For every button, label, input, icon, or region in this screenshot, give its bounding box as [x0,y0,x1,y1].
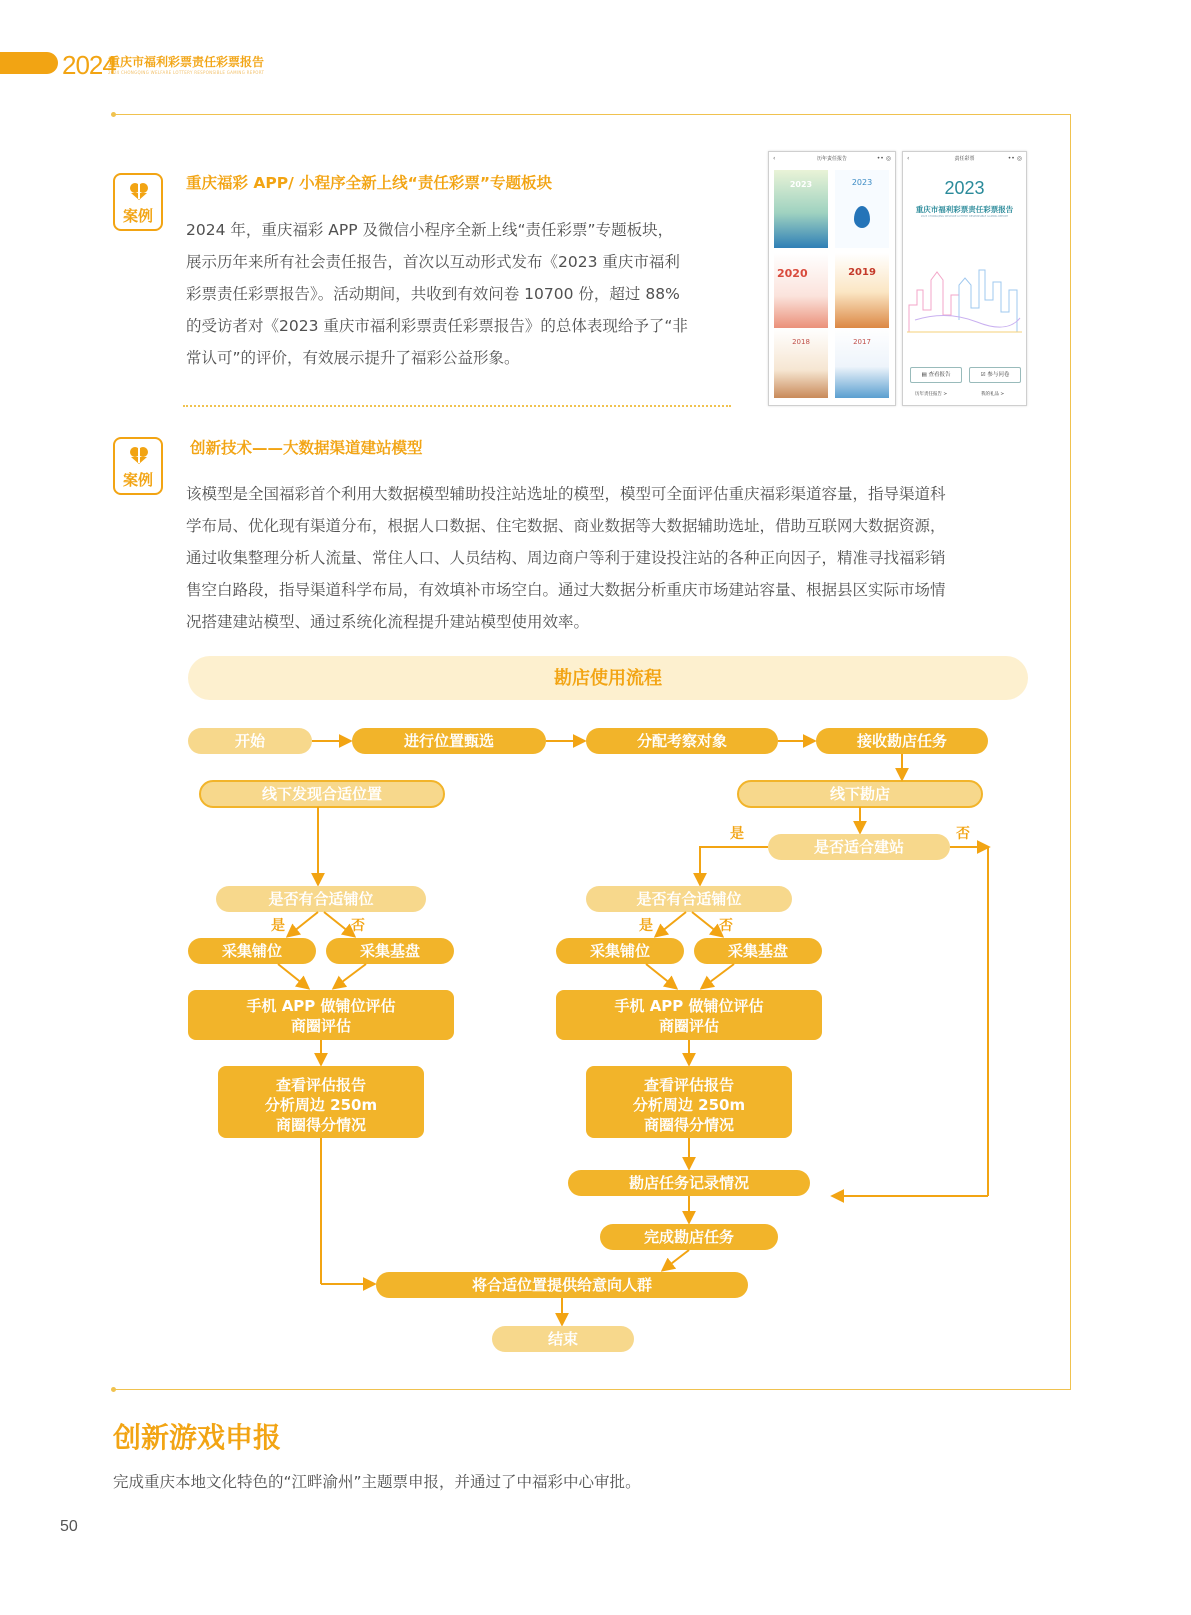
flow-arrow [692,912,722,936]
report-thumb-2019: 2019 [835,253,889,331]
my-gifts-link[interactable]: 我的礼品 > [981,392,1005,397]
header-title: 重庆市福利彩票责任彩票报告 [108,55,265,69]
view-report-button[interactable]: ▤ 查看报告 [910,367,962,383]
flow-label: 采集基盘 [359,942,421,960]
phone1-title: 历年责任报告 [816,156,847,162]
flow-label: 商圈得分情况 [275,1116,367,1134]
case1-line: 的受访者对《2023 重庆市福利彩票责任彩票报告》的总体表现给予了“非 [186,317,688,335]
case1-line: 展示历年来所有社会责任报告，首次以互动形式发布《2023 重庆市福利 [186,253,680,271]
menu-icon: •• ◎ [876,155,891,162]
case2-line: 该模型是全国福彩首个利用大数据模型辅助投注站选址的模型，模型可全面评估重庆福彩渠道容量，指导渠道科 [186,485,946,503]
header-year: 2024 [62,50,116,80]
case-badge-label: 案例 [122,471,153,489]
menu-icon: •• ◎ [1007,155,1022,162]
survey-button[interactable]: ☑ 参与问卷 [969,367,1021,383]
report-thumb-2023b: 2023 [835,170,889,248]
flow-label: 采集铺位 [589,942,651,960]
case2-line: 通过收集整理分析人流量、常住人口、人员结构、周边商户等利于建设投注站的各种正向因子，精准寻找福彩销 [186,549,946,567]
checklist-icon: ☑ [980,372,986,378]
case-frame-bottom [113,1389,1071,1390]
flow-label: 商圈评估 [658,1017,720,1035]
flow-yes-label: 是 [271,918,285,934]
back-icon: ‹ [907,155,910,162]
flow-label: 线下勘店 [829,785,891,803]
flow-label: 完成勘店任务 [643,1228,735,1246]
phone-screenshot-responsible [902,151,1027,406]
case-frame-top [113,114,1071,115]
flow-arrow [700,847,768,884]
welfare-lottery-logo-icon [128,445,150,465]
flow-label: 查看评估报告 [275,1076,367,1094]
flow-label: 进行位置甄选 [403,732,495,750]
report-thumb-2018: 2018 [774,328,828,398]
section-text: 完成重庆本地文化特色的“江畔渝州”主题票申报，并通过了中福彩中心审批。 [113,1473,641,1491]
flow-label: 手机 APP 做铺位评估 [614,997,764,1015]
case-badge [113,437,163,495]
flow-arrow [334,964,366,988]
flow-label: 商圈得分情况 [643,1116,735,1134]
report-thumb-2023a: 2023 [774,170,828,248]
flow-label: 分析周边 250m [264,1096,378,1114]
report-thumb-2020: 2020 [774,253,828,331]
case-frame-right [1070,114,1071,1390]
flow-label: 是否有合适铺位 [636,890,742,908]
flow-label: 结束 [547,1330,579,1348]
city-skyline-illustration [907,260,1022,335]
welfare-lottery-logo-icon [128,181,150,201]
survey-flowchart [188,656,1028,1362]
flow-label: 勘店任务记录情况 [628,1174,750,1192]
flow-arrow [663,1250,689,1270]
back-icon: ‹ [773,155,776,162]
flow-label: 分配考察对象 [636,732,728,750]
case2-line: 售空白路段，指导渠道科学布局，有效填补市场空白。通过大数据分析重庆市场建站容量、根据县区实际市场情 [186,581,946,599]
case1-body [186,214,736,374]
case2-line: 学布局、优化现有渠道分布，根据人口数据、住宅数据、商业数据等大数据辅助选址，借助互联网大数据资源， [186,517,946,535]
case1-line: 2024 年，重庆福彩 APP 及微信小程序全新上线“责任彩票”专题板块， [186,221,674,239]
case1-line: 彩票责任彩票报告》。活动期间，共收到有效问卷 10700 份，超过 88% [186,285,680,303]
flow-arrow [278,964,308,988]
flow-no-label: 否 [719,918,733,934]
flow-arrow [288,912,318,936]
frame-dot [111,112,116,117]
flow-arrow [324,912,354,936]
flow-label: 是否有合适铺位 [268,890,374,908]
header-accent-bar [0,52,58,74]
flow-label: 分析周边 250m [632,1096,746,1114]
phone2-title: 责任彩票 [954,156,975,162]
flow-label: 商圈评估 [290,1017,352,1035]
frame-dot [111,1387,116,1392]
phone2-year: 2023 [944,178,985,198]
case2-title: 创新技术——大数据渠道建站模型 [190,439,423,457]
flow-label: 接收勘店任务 [856,732,948,750]
case-badge [113,173,163,231]
flow-label: 采集铺位 [221,942,283,960]
flow-arrow [656,912,686,936]
case-badge-label: 案例 [122,207,153,225]
document-icon: ▤ [921,372,927,378]
flow-yes-label: 是 [730,826,744,842]
flow-label: 是否适合建站 [813,838,905,856]
flow-label: 手机 APP 做铺位评估 [246,997,396,1015]
header-subtitle: 2024 CHONGQING WELFARE LOTTERY RESPONSIBLE GAMING REPORT [108,70,265,75]
flow-label: 线下发现合适位置 [261,785,383,803]
case2-body [186,478,1036,638]
case2-line: 况搭建建站模型、通过系统化流程提升建站模型使用效率。 [186,613,590,631]
section-title: 创新游戏申报 [113,1421,282,1454]
phone2-report-sub: 2023 CHONGQING WELFARE LOTTERY RESPONSIBLE GAMING REPORT [920,215,1009,218]
flow-no-label: 否 [351,918,365,934]
flow-arrow [646,964,676,988]
flow-label: 查看评估报告 [643,1076,735,1094]
flow-label: 将合适位置提供给意向人群 [471,1276,653,1294]
flow-arrow [702,964,734,988]
flow-yes-label: 是 [639,918,653,934]
page-number: 50 [60,1518,78,1535]
report-thumb-2017: 2017 [835,328,889,398]
flow-no-label: 否 [956,826,970,842]
dotted-separator [183,405,731,407]
phone2-report-title: 重庆市福利彩票责任彩票报告 [915,205,1014,214]
phone-screenshot-history [768,151,896,406]
case1-title: 重庆福彩 APP/ 小程序全新上线“责任彩票”专题板块 [186,174,553,192]
case1-line: 常认可”的评价，有效展示提升了福彩公益形象。 [186,349,520,367]
history-reports-link[interactable]: 历年责任报告 > [915,392,948,397]
flowchart-title: 勘店使用流程 [554,668,662,689]
flow-label: 采集基盘 [727,942,789,960]
flow-label: 开始 [234,732,266,750]
